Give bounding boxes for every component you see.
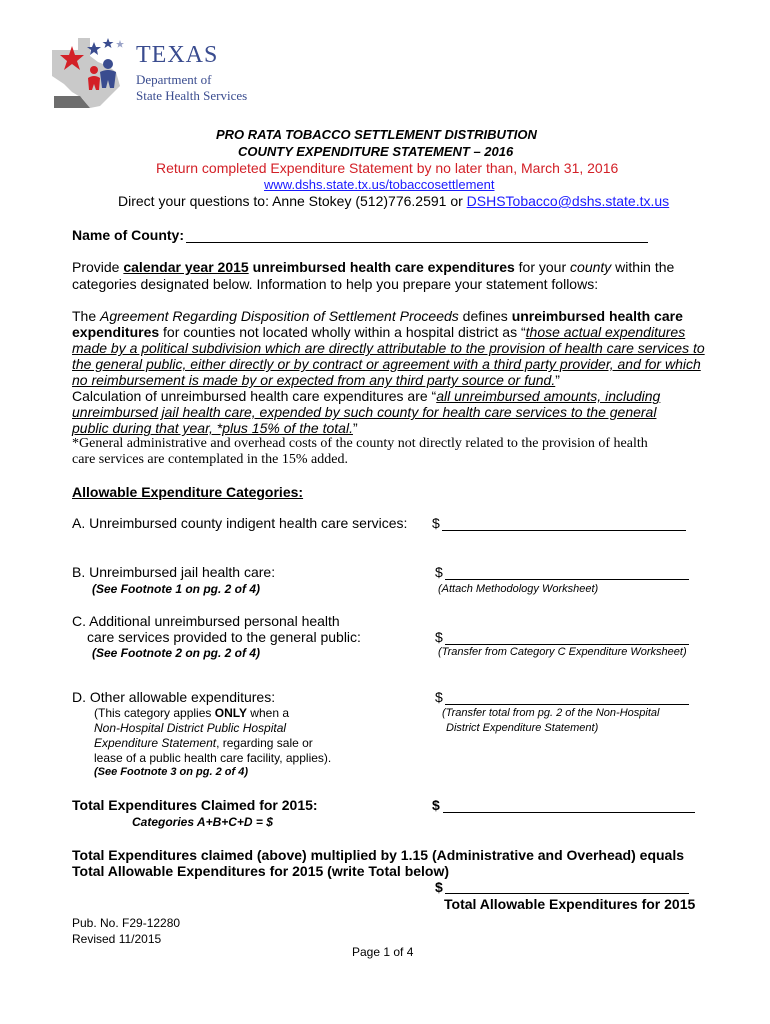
categories-heading: Allowable Expenditure Categories: (72, 484, 304, 500)
overhead-footnote-line2: care services are contemplated in the 15% added. (72, 452, 348, 467)
category-d-label: D. Other allowable expenditures: (72, 689, 276, 705)
overhead-footnote-line1: *General administrative and overhead costs of the county not directly related to the provision of health (72, 436, 648, 451)
calculation-line1: Calculation of unreimbursed health care expenditures are “all unreimbursed amounts, including (72, 388, 661, 404)
tobacco-settlement-link[interactable]: www.dshs.state.tx.us/tobaccosettlement (264, 177, 495, 192)
category-c-amount-field[interactable] (445, 644, 689, 645)
definition-line5: no reimbursement is made by or expected from any third party source or fund.” (72, 372, 560, 388)
county-label: Name of County: (72, 227, 184, 243)
category-c-dollar: $ (435, 629, 443, 645)
calculation-line2: unreimbursed jail health care, expended by such county for health care services to the general (72, 404, 657, 420)
category-a-label: A. Unreimbursed county indigent health care services: (72, 515, 408, 531)
total-claimed-amount-field[interactable] (443, 812, 695, 813)
category-a-amount-field[interactable] (442, 530, 686, 531)
pub-number: Pub. No. F29-12280 (72, 916, 181, 930)
total-claimed-label: Total Expenditures Claimed for 2015: (72, 797, 318, 813)
category-b-note: (Attach Methodology Worksheet) (438, 583, 599, 595)
total-allowable-label: Total Allowable Expenditures for 2015 (444, 896, 696, 912)
category-d-note-line2: District Expenditure Statement) (446, 722, 599, 734)
form-title: PRO RATA TOBACCO SETTLEMENT DISTRIBUTION (216, 127, 537, 142)
logo-department: Department of (136, 72, 212, 87)
logo-texas: TEXAS (136, 42, 219, 68)
definition-line1: The Agreement Regarding Disposition of Settlement Proceeds defines unreimbursed health care (72, 308, 683, 324)
dshs-logo (50, 36, 250, 110)
deadline-notice: Return completed Expenditure Statement by no later than, March 31, 2016 (156, 160, 619, 176)
category-d-dollar: $ (435, 689, 443, 705)
category-d-desc-line3: Expenditure Statement, regarding sale or (94, 736, 313, 750)
definition-line3: made by a political subdivision which are directly attributable to the provision of health care services to (72, 340, 705, 356)
revised-date: Revised 11/2015 (72, 932, 162, 946)
categories-formula: Categories A+B+C+D = $ (132, 815, 273, 829)
page-number: Page 1 of 4 (352, 945, 414, 959)
definition-line2: expenditures for counties not located wholly within a hospital district as “those actual expenditures (72, 324, 686, 340)
category-b-label: B. Unreimbursed jail health care: (72, 564, 276, 580)
total-claimed-dollar: $ (432, 797, 440, 813)
county-name-field[interactable] (186, 242, 648, 243)
calculation-line3: public during that year, *plus 15% of the total.” (72, 420, 358, 436)
category-d-desc-line4: lease of a public health care facility, applies). (94, 751, 332, 765)
definition-line4: the general public, either directly or by contract or agreement with a third party provider, and for which (72, 356, 701, 372)
form-subtitle: COUNTY EXPENDITURE STATEMENT – 2016 (238, 144, 514, 159)
category-a-dollar: $ (432, 515, 440, 531)
category-d-amount-field[interactable] (445, 704, 689, 705)
category-d-desc-line2: Non-Hospital District Public Hospital (94, 721, 287, 735)
intro-paragraph-line2: categories designated below. Information to help you prepare your statement follows: (72, 276, 599, 292)
category-c-label-line2: care services provided to the general public: (87, 629, 361, 645)
logo-state-health: State Health Services (136, 88, 248, 103)
category-d-desc-line1: (This category applies ONLY when a (94, 706, 289, 720)
category-b-dollar: $ (435, 564, 443, 580)
total-allowable-amount-field[interactable] (445, 893, 689, 894)
category-d-note-line1: (Transfer total from pg. 2 of the Non-Hospital (442, 707, 660, 719)
category-c-label-line1: C. Additional unreimbursed personal health (72, 613, 340, 629)
category-c-note: (Transfer from Category C Expenditure Worksheet) (438, 646, 687, 658)
category-b-footnote: (See Footnote 1 on pg. 2 of 4) (92, 582, 260, 596)
multiplied-line2: Total Allowable Expenditures for 2015 (write Total below) (72, 863, 450, 879)
contact-line (118, 193, 669, 209)
category-c-footnote: (See Footnote 2 on pg. 2 of 4) (92, 646, 260, 660)
contact-email-link[interactable]: DSHSTobacco@dshs.state.tx.us (466, 193, 670, 209)
contact-text: Direct your questions to: Anne Stokey (512)776.2591 or (118, 193, 467, 209)
total-allowable-dollar: $ (435, 879, 443, 895)
multiplied-line1: Total Expenditures claimed (above) multiplied by 1.15 (Administrative and Overhead) equals (72, 847, 685, 863)
intro-paragraph-line1: Provide calendar year 2015 unreimbursed health care expenditures for your county within the (72, 259, 675, 275)
category-d-footnote: (See Footnote 3 on pg. 2 of 4) (94, 766, 248, 778)
texas-seal-graphic (50, 36, 140, 110)
category-b-amount-field[interactable] (445, 579, 689, 580)
